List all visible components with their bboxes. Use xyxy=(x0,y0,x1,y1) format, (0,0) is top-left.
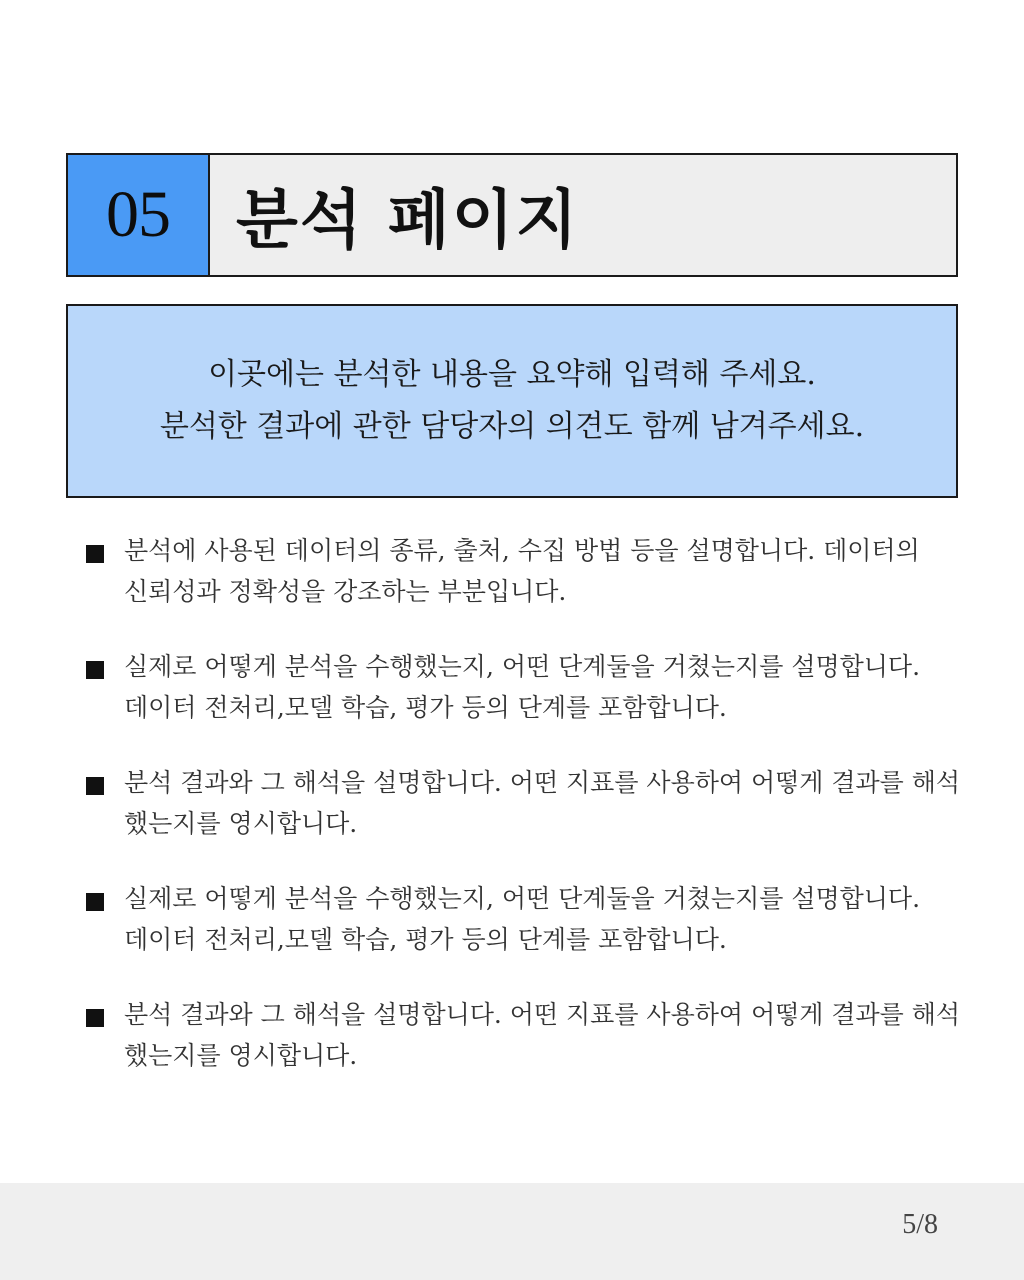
bullet-text-line: 실제로 어떻게 분석을 수행했는지, 어떤 단계둘을 거쳤는지를 설명합니다. xyxy=(124,884,921,913)
bullet-text-line: 데이터 전처리,모델 학습, 평가 등의 단계를 포함합니다. xyxy=(124,925,727,954)
bullet-item xyxy=(86,530,966,612)
bullet-text-line: 했는지를 영시합니다. xyxy=(124,1041,358,1070)
bullet-item xyxy=(86,646,966,728)
bullet-item xyxy=(86,878,966,960)
bullet-text-line: 데이터 전처리,모델 학습, 평가 등의 단계를 포함합니다. xyxy=(124,693,727,722)
square-bullet-icon xyxy=(86,545,104,563)
bullet-text-line: 분석에 사용된 데이터의 종류, 출처, 수집 방법 등을 설명합니다. 데이터의 xyxy=(124,536,920,565)
bullet-text-line: 실제로 어떻게 분석을 수행했는지, 어떤 단계둘을 거쳤는지를 설명합니다. xyxy=(124,652,921,681)
bullet-text-line: 분석 결과와 그 해석을 설명합니다. 어떤 지표를 사용하여 어떻게 결과를 해석 xyxy=(124,1000,961,1029)
page-indicator: 5/8 xyxy=(902,1209,938,1240)
summary-line: 분석한 결과에 관한 담당자의 의견도 함께 남겨주세요. xyxy=(159,409,865,444)
bullet-text-line: 분석 결과와 그 해석을 설명합니다. 어떤 지표를 사용하여 어떻게 결과를 해석 xyxy=(124,768,961,797)
square-bullet-icon xyxy=(86,777,104,795)
bullet-item xyxy=(86,994,966,1076)
square-bullet-icon xyxy=(86,893,104,911)
bullet-item xyxy=(86,762,966,844)
square-bullet-icon xyxy=(86,1009,104,1027)
square-bullet-icon xyxy=(86,661,104,679)
bullet-text-line: 했는지를 영시합니다. xyxy=(124,809,358,838)
bullet-list xyxy=(86,530,966,1110)
section-title-box xyxy=(66,153,958,277)
page-title: 분석 페이지 xyxy=(236,184,580,258)
footer-bar xyxy=(0,1183,1024,1280)
section-number: 05 xyxy=(68,155,210,275)
summary-box xyxy=(66,304,958,498)
summary-line: 이곳에는 분석한 내용을 요약해 입력해 주세요. xyxy=(208,357,816,392)
bullet-text-line: 신뢰성과 정확성을 강조하는 부분입니다. xyxy=(124,577,567,606)
